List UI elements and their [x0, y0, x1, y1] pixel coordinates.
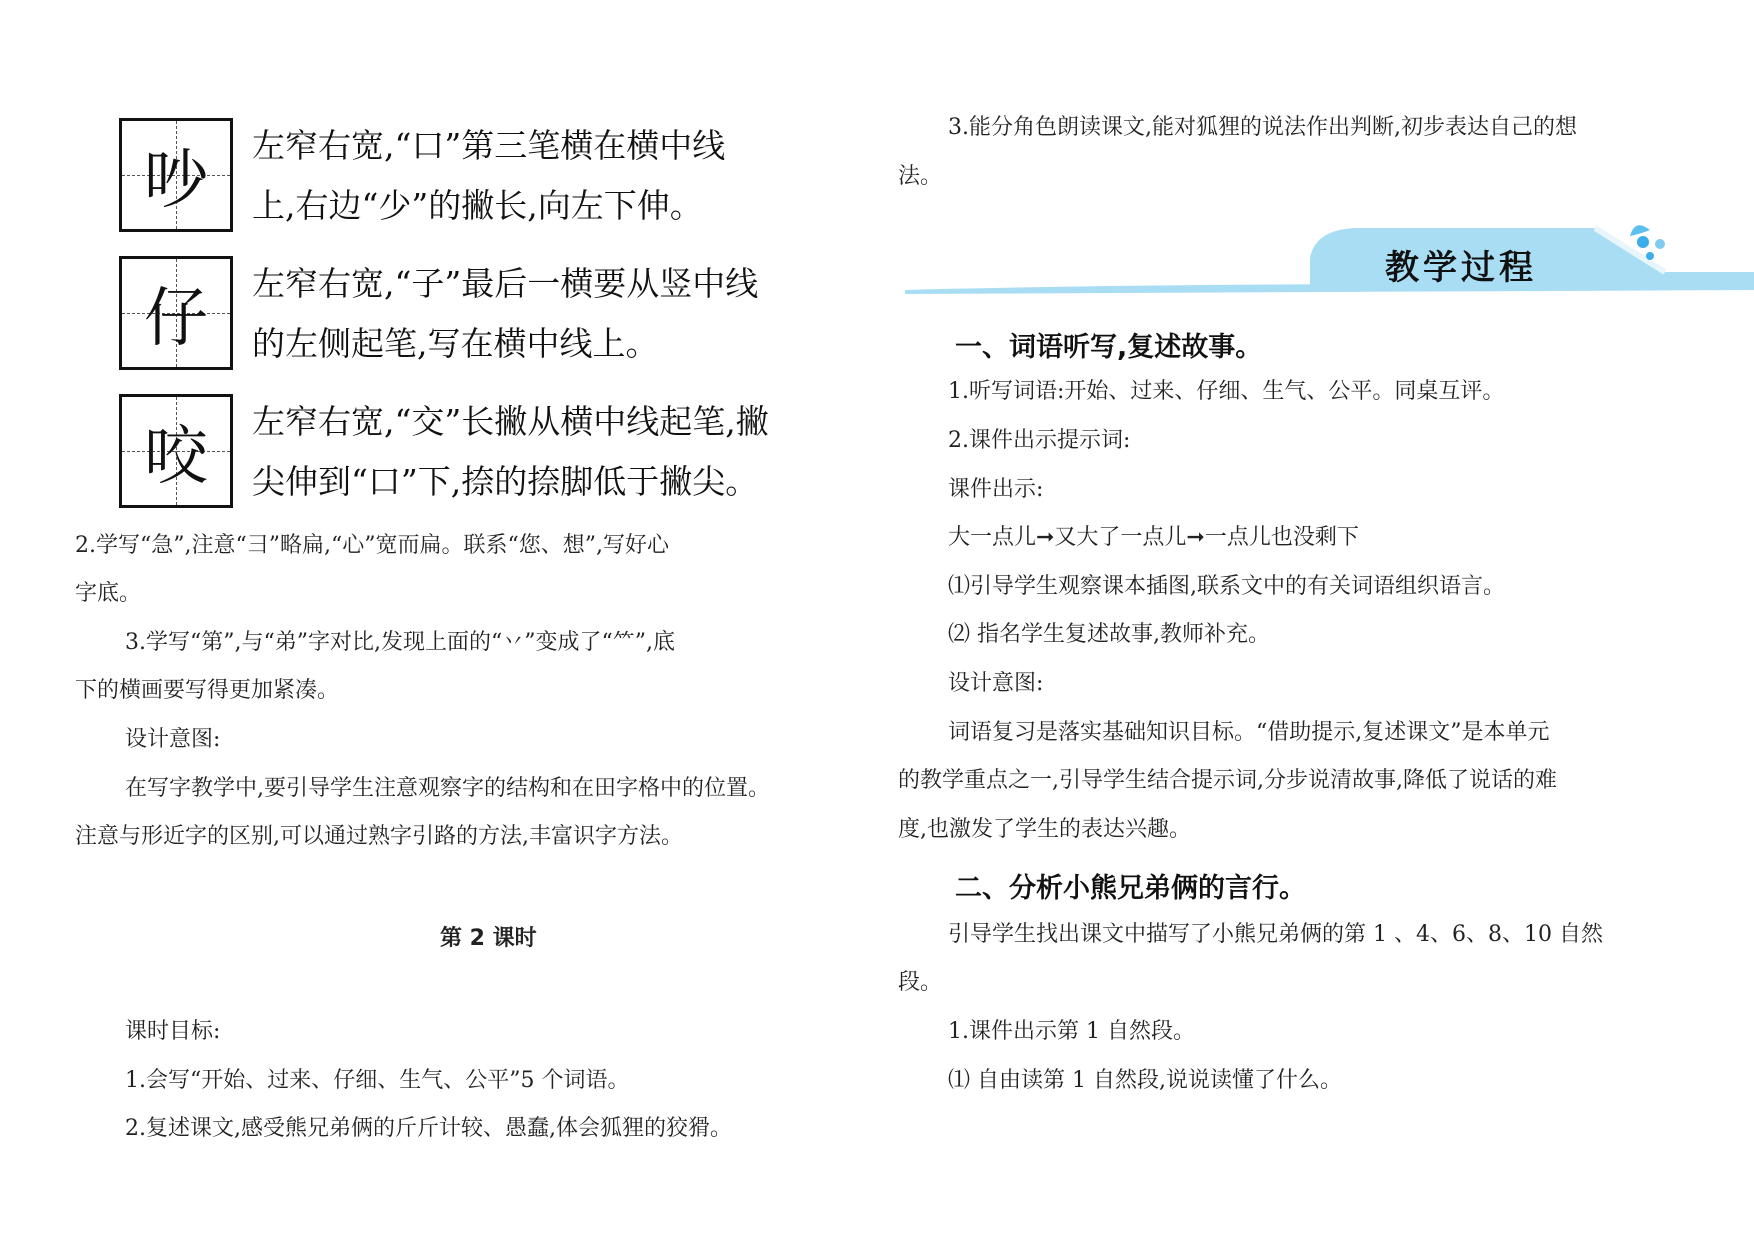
section-2-title: 二、分析小熊兄弟俩的言行。 [955, 873, 1306, 904]
s1-line9: 的教学重点之一,引导学生结合提示词,分步说清故事,降低了说话的难 [898, 768, 1557, 793]
s2-line2: 段。 [898, 970, 943, 995]
design-intent-line1: 在写字教学中,要引导学生注意观察字的结构和在田字格中的位置。 [125, 776, 770, 801]
s2-line3: 1.课件出示第 1 自然段。 [948, 1019, 1195, 1044]
lesson-title: 第 2 课时 [440, 926, 537, 951]
tianzige-box-2 [119, 256, 233, 370]
s1-line4: 大一点儿➞又大了一点儿➞一点儿也没剩下 [948, 525, 1359, 550]
char2-note-line2: 的左侧起笔,写在横中线上。 [252, 324, 659, 363]
goal-3-line2: 法。 [898, 164, 943, 189]
section-1-title: 一、词语听写,复述故事。 [955, 332, 1263, 363]
design-intent-line2: 注意与形近字的区别,可以通过熟字引路的方法,丰富识字方法。 [75, 824, 683, 849]
para-3-line2: 下的横画要写得更加紧凑。 [75, 678, 340, 703]
tianzige-box-3 [119, 394, 233, 508]
s2-line4: ⑴ 自由读第 1 自然段,说说读懂了什么。 [948, 1068, 1342, 1093]
char1-note-line2: 上,右边“少”的撇长,向左下伸。 [252, 186, 703, 225]
para-2-line1: 2.学写“急”,注意“彐”略扁,“心”宽而扁。联系“您、想”,写好心 [75, 533, 669, 558]
s2-line1: 引导学生找出课文中描写了小熊兄弟俩的第 1 、4、6、8、10 自然 [948, 922, 1603, 947]
s1-line6: ⑵ 指名学生复述故事,教师补充。 [948, 622, 1270, 647]
para-2-line2: 字底。 [75, 581, 142, 606]
goal-2: 2.复述课文,感受熊兄弟俩的斤斤计较、愚蠢,体会狐狸的狡猾。 [125, 1116, 732, 1141]
s1-line10: 度,也激发了学生的表达兴趣。 [898, 817, 1191, 842]
char2-note-line1: 左窄右宽,“子”最后一横要从竖中线 [252, 264, 759, 303]
practice-char-2: 仔 [144, 282, 208, 356]
s1-line3: 课件出示: [948, 477, 1044, 502]
s1-line1: 1.听写词语:开始、过来、仔细、生气、公平。同桌互评。 [948, 379, 1505, 404]
s1-line2: 2.课件出示提示词: [948, 428, 1131, 453]
design-intent-label: 设计意图: [125, 727, 221, 752]
goals-label: 课时目标: [125, 1019, 221, 1044]
para-3-line1: 3.学写“第”,与“弟”字对比,发现上面的“丷”变成了“⺮”,底 [125, 630, 675, 655]
practice-char-1: 吵 [144, 144, 208, 218]
char1-note-line1: 左窄右宽,“口”第三笔横在横中线 [252, 126, 726, 165]
tianzige-box-1 [119, 118, 233, 232]
char3-note-line1: 左窄右宽,“交”长撇从横中线起笔,撇 [252, 402, 769, 441]
char3-note-line2: 尖伸到“口”下,捺的捺脚低于撇尖。 [252, 462, 759, 501]
practice-char-3: 咬 [144, 420, 208, 494]
s1-line5: ⑴引导学生观察课本插图,联系文中的有关词语组织语言。 [948, 574, 1505, 599]
goal-1: 1.会写“开始、过来、仔细、生气、公平”5 个词语。 [125, 1068, 630, 1093]
banner-graphic [905, 222, 1754, 296]
s1-line8: 词语复习是落实基础知识目标。“借助提示,复述课文”是本单元 [948, 720, 1550, 745]
banner-title: 教学过程 [1385, 248, 1537, 288]
goal-3-line1: 3.能分角色朗读课文,能对狐狸的说法作出判断,初步表达自己的想 [948, 115, 1577, 140]
s1-line7: 设计意图: [948, 671, 1044, 696]
section-banner [905, 222, 1754, 296]
